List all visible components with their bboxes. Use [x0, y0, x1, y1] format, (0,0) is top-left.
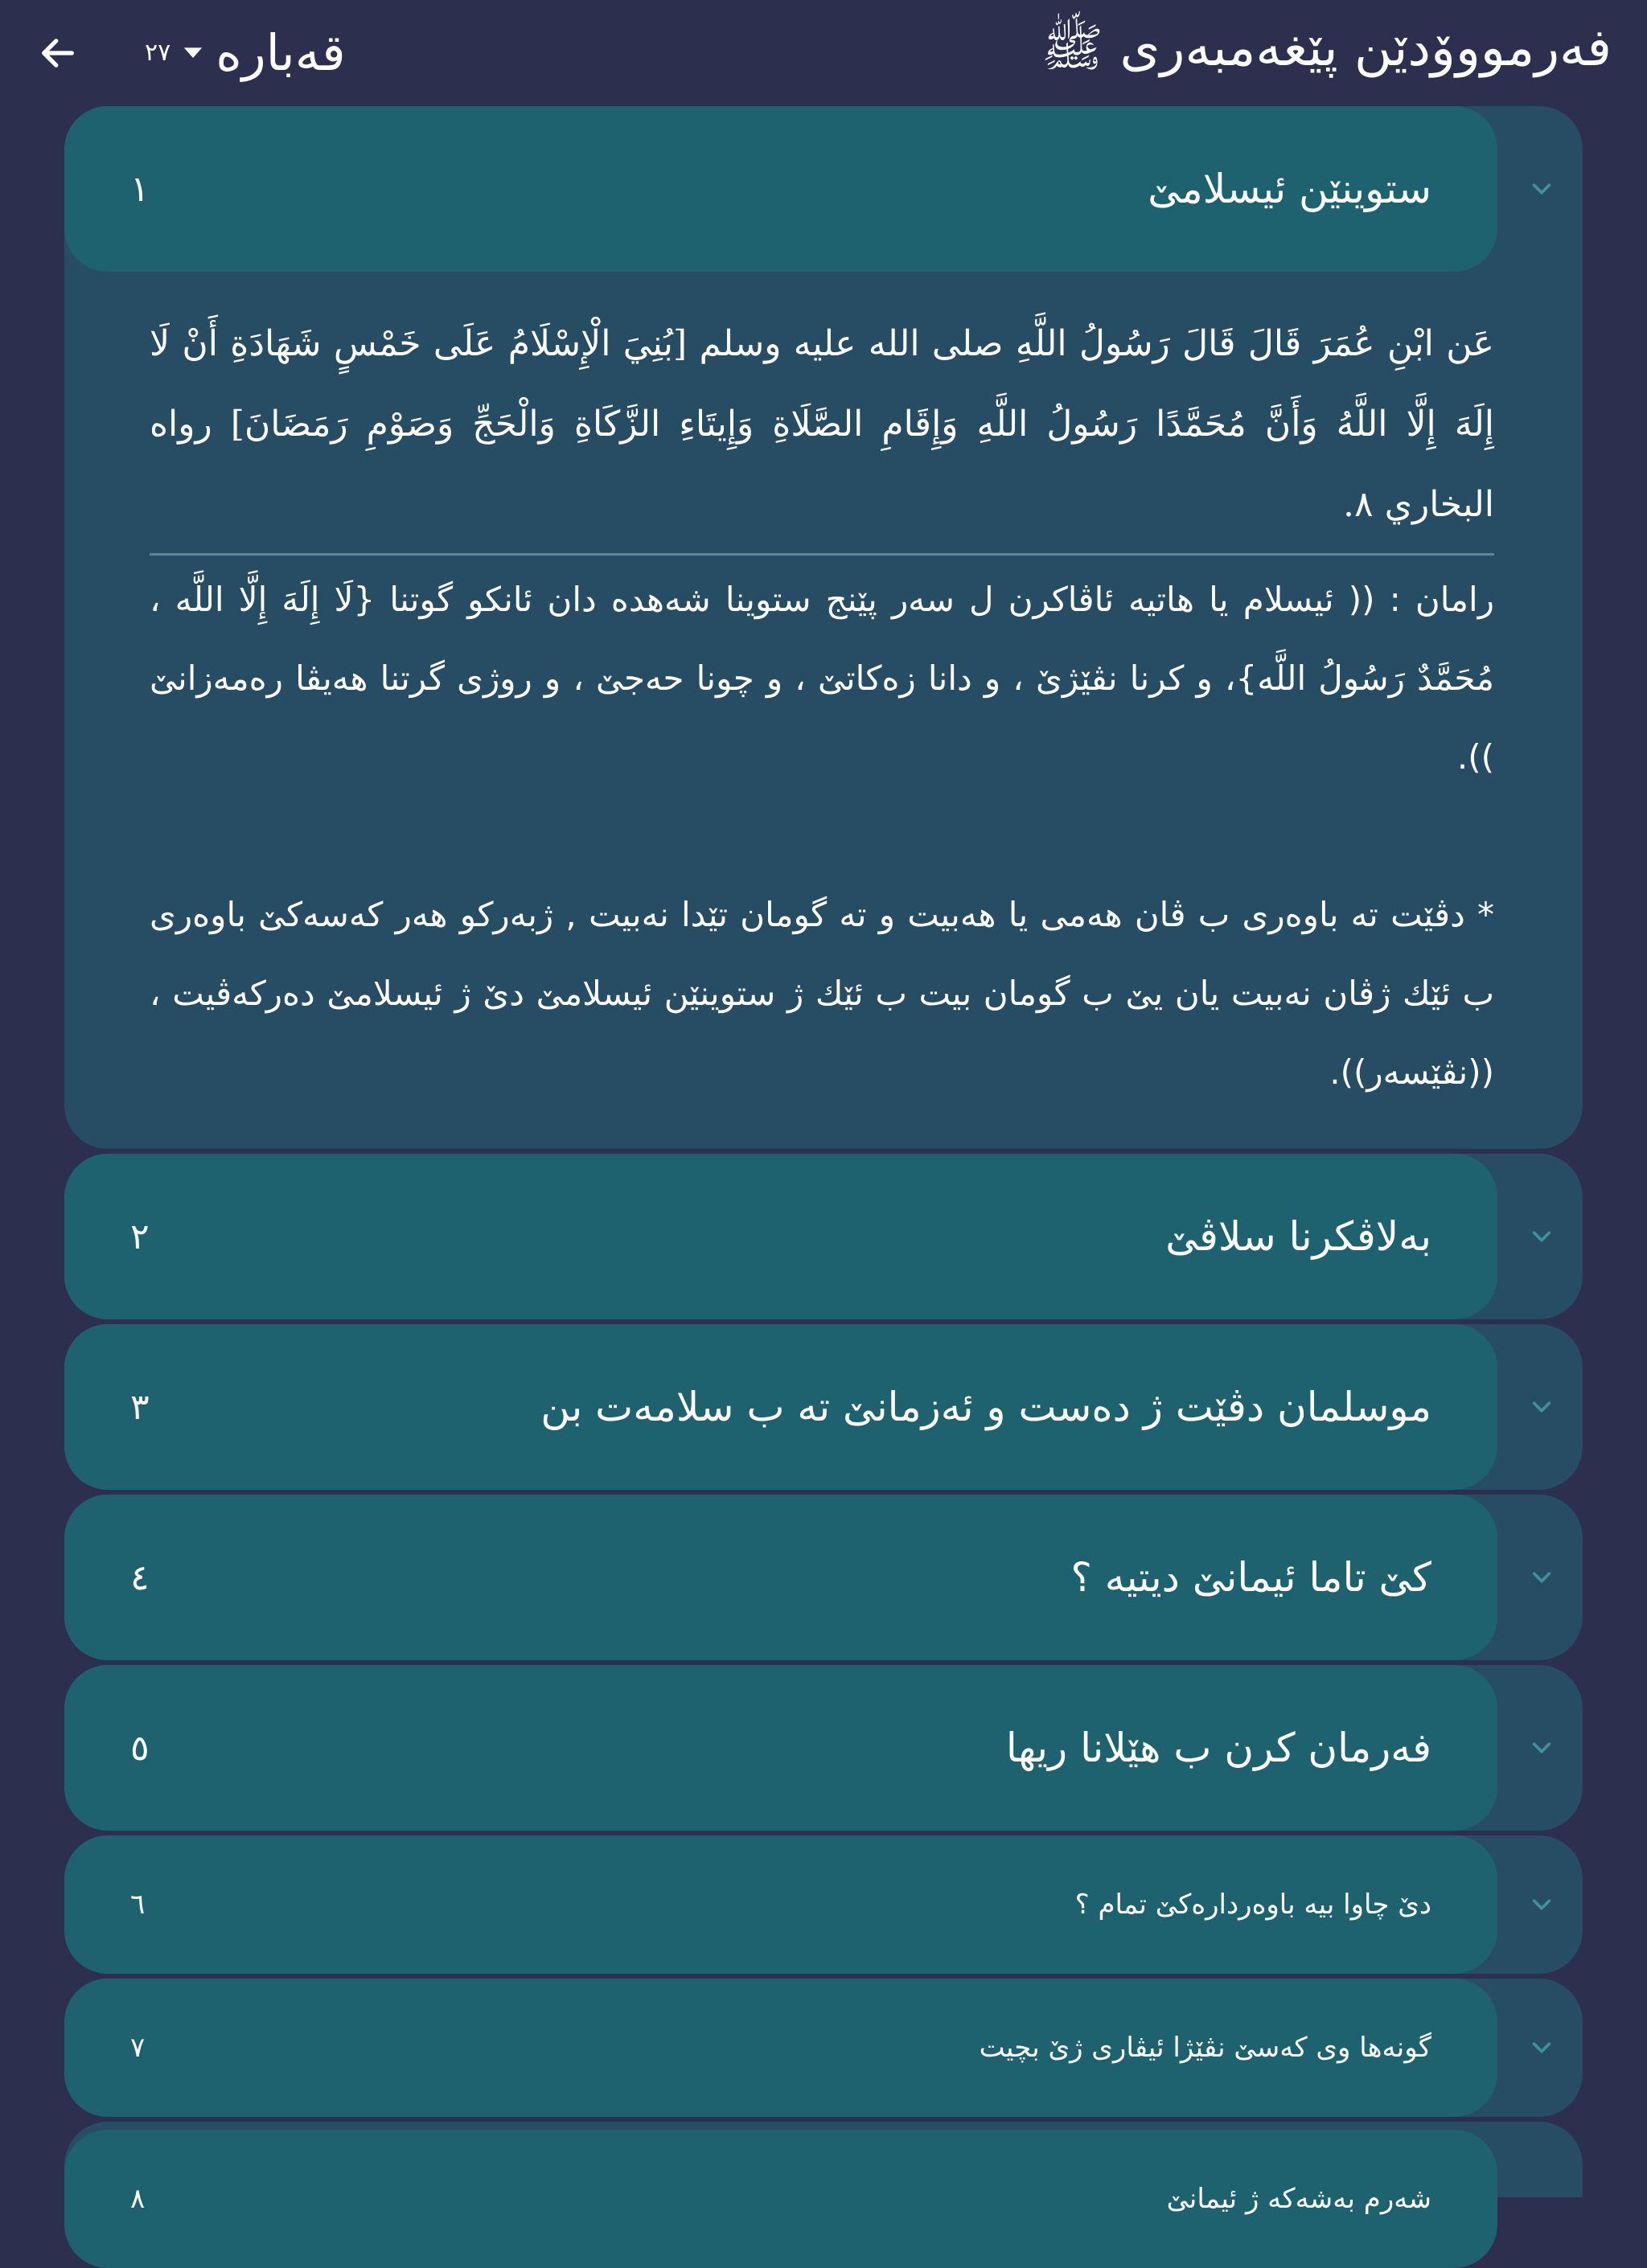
item-title: شەرم بەشەکە ژ ئیمانێ — [1166, 2183, 1431, 2215]
item-content — [64, 272, 1583, 1149]
list-item-header[interactable] — [64, 1835, 1497, 1974]
item-title: گونەها وی کەسێ نڤێژا ئیڤاری ژێ بچیت — [979, 2032, 1431, 2064]
chevron-down-icon[interactable] — [1522, 1387, 1562, 1427]
list-item — [64, 1979, 1583, 2117]
app-title: فەرمووۆدێن پێغەمبەری ﷺ — [1041, 18, 1612, 78]
item-title: دێ چاوا بیە باوەردارەکێ تمام ؟ — [1074, 1889, 1431, 1921]
item-title: موسلمان دڤێت ژ دەست و ئەزمانێ تە ب سلامەت بن — [540, 1384, 1431, 1430]
divider — [150, 553, 1494, 556]
hadith-list — [64, 106, 1583, 2215]
hadith-text: عَن ابْنِ عُمَرَ قَالَ قَالَ رَسُولُ اللَّهِ صلى الله عليه وسلم [بُنِيَ الْإِسْلَامُ عَلَى خَمْسٍ شَهَادَةِ أَنْ لَا إِلَهَ إِلَّا اللَّهُ وَأَنَّ مُحَمَّدًا رَسُولُ اللَّهِ وَإِقَامِ الصَّلَاةِ وَإِيتَاءِ الزَّكَاةِ وَالْحَجِّ وَصَوْمِ رَمَضَانَ] رواه البخاري ٨. — [150, 323, 1494, 525]
item-number: ٥ — [130, 1727, 150, 1769]
item-number: ٦ — [130, 1889, 146, 1921]
item-number: ٧ — [130, 2032, 146, 2064]
list-item-header[interactable] — [64, 106, 1497, 272]
chevron-down-icon[interactable] — [1522, 2028, 1562, 2068]
volume-dropdown[interactable] — [145, 16, 346, 88]
item-title: کێ تاما ئیمانێ دیتیە ؟ — [1070, 1554, 1431, 1601]
author-note-text: * دڤێت تە باوەری ب ڤان هەمی یا هەبیت و تە گومان تێدا نەبیت , ژبەرکو هەر کەسەکێ باوەری ب ئێك ژڤان نەبیت یان یێ ب گومان بیت ب ئێك ژ ستوینێن ئیسلامێ دێ ژ ئیسلامێ دەرکەڤیت ،((نڤێسەر)). — [150, 895, 1494, 1092]
list-item-header[interactable] — [64, 2130, 1497, 2268]
list-item-header[interactable] — [64, 1154, 1497, 1319]
chevron-down-icon[interactable] — [1522, 1728, 1562, 1768]
list-item-header[interactable] — [64, 1495, 1497, 1660]
list-item-header[interactable] — [64, 1665, 1497, 1831]
list-item — [64, 1154, 1583, 1319]
chevron-down-icon[interactable] — [1522, 169, 1562, 209]
item-number: ٣ — [130, 1386, 150, 1428]
chevron-down-icon[interactable] — [1522, 1216, 1562, 1257]
item-title: فەرمان کرن ب هێلانا ریها — [1005, 1725, 1431, 1771]
list-item — [64, 106, 1583, 1149]
list-item — [64, 1835, 1583, 1974]
explanation-text: رامان : (( ئیسلام یا هاتیە ئاڤاکرن ل سەر پێنج ستوینا شەهدە دان ئانکو گوتنا {لَا إِلَهَ إِلَّا اللَّه ، مُحَمَّدٌ رَسُولُ اللَّه}، و کرنا نڤێژێ ، و دانا زەکاتێ ، و چونا حەجێ ، و روژی گرتنا هەیڤا رەمەزانێ )). — [150, 580, 1494, 777]
list-item — [64, 1665, 1583, 1831]
app-header — [0, 0, 1647, 105]
back-button[interactable] — [29, 24, 87, 82]
list-item — [64, 1324, 1583, 1490]
chevron-down-icon[interactable] — [1522, 1557, 1562, 1597]
item-number: ١ — [130, 168, 150, 210]
item-title: ستوینێن ئیسلامێ — [1148, 166, 1431, 212]
item-title: بەلاڤکرنا سلاڤێ — [1165, 1213, 1431, 1260]
list-item — [64, 2122, 1583, 2215]
item-number: ٤ — [130, 1556, 150, 1598]
arrow-left-icon — [37, 32, 79, 74]
list-item-header[interactable] — [64, 1324, 1497, 1490]
list-item-header[interactable] — [64, 1979, 1497, 2117]
chevron-down-icon[interactable] — [1522, 1885, 1562, 1925]
caret-down-icon — [182, 41, 204, 64]
volume-label: قەبارە — [216, 23, 346, 82]
list-item — [64, 1495, 1583, 1660]
item-number: ٨ — [130, 2183, 146, 2215]
volume-number: ٢٧ — [145, 38, 171, 67]
item-number: ٢ — [130, 1216, 150, 1257]
